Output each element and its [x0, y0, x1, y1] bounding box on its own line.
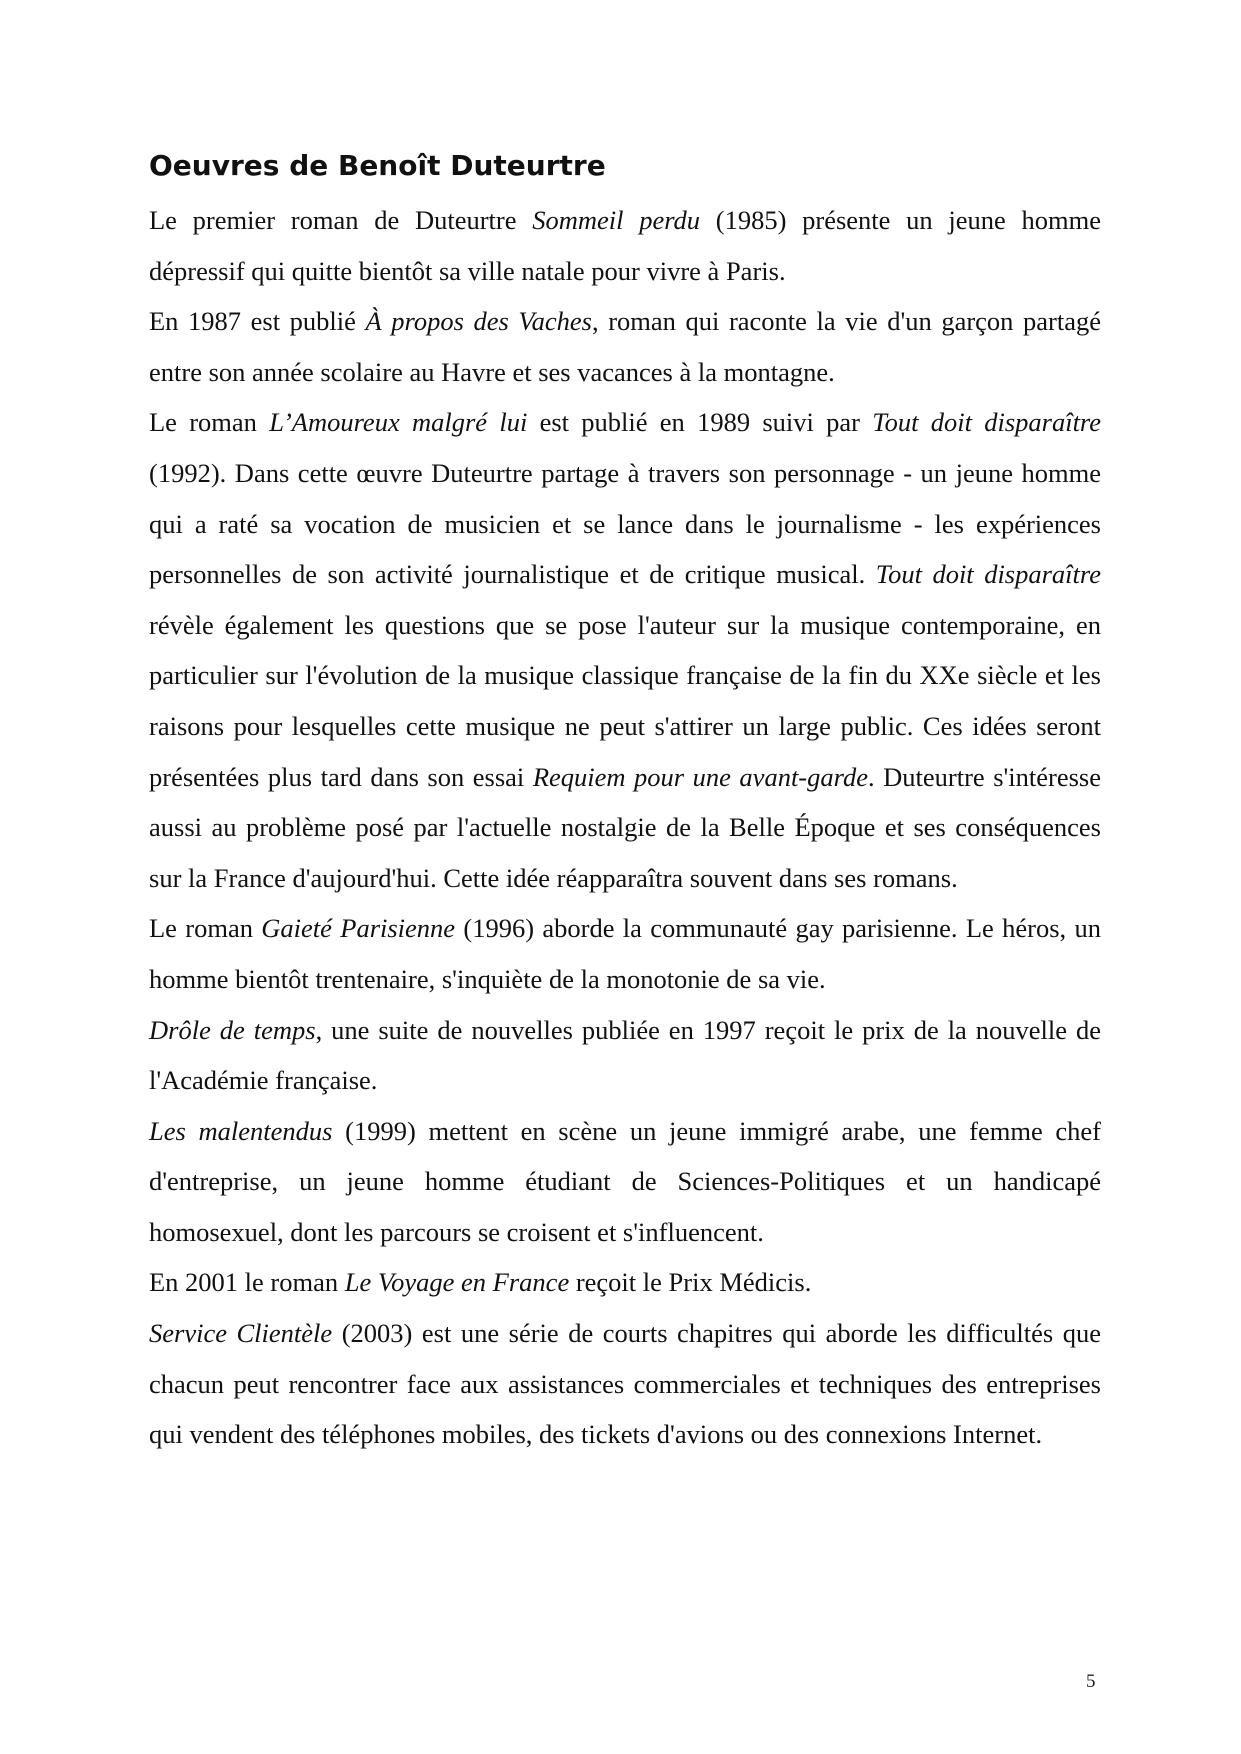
- text-run: En 1987 est publié: [149, 306, 366, 337]
- text-run: est publié en 1989 suivi par: [527, 407, 873, 438]
- book-title: Service Clientèle: [149, 1318, 333, 1349]
- paragraph-a-propos-des-vaches: [149, 296, 1101, 397]
- text-run: Le premier roman de Duteurtre: [149, 205, 533, 235]
- book-title: Requiem pour une avant-garde: [532, 761, 868, 792]
- text-run: révèle également les questions que se pose l'auteur sur la musique contemporaine, en particulier sur l'évolution de la musique classique française de la fin du XXe siècle et les raisons pour lesquelles cette musique ne peut s'attirer un large public. Ces idées seront présentées plus tard dans son essai: [149, 609, 1101, 792]
- paragraph-sommeil-perdu: [149, 195, 1101, 296]
- paragraph-drole-de-temps: [149, 1005, 1101, 1106]
- text-run: (1996) aborde la communauté gay parisienne. Le héros, un homme bientôt trentenaire, s'inquiète de la monotonie de sa vie.: [149, 913, 1101, 994]
- section-heading: Oeuvres de Benoît Duteurtre: [149, 149, 606, 182]
- book-title: Sommeil perdu: [532, 205, 701, 235]
- book-title: Gaieté Parisienne: [261, 913, 456, 944]
- book-title: Tout doit disparaître: [875, 559, 1101, 590]
- page-number: 5: [1086, 1671, 1096, 1692]
- book-title: L’Amoureux malgré lui: [269, 407, 528, 438]
- text-run: , roman qui raconte la vie d'un garçon partagé entre son année scolaire au Havre et ses vacances à la montagne.: [149, 306, 1101, 387]
- book-title: À propos des Vaches: [365, 306, 592, 337]
- text-run: (2003) est une série de courts chapitres qui aborde les difficultés que chacun peut rencontrer face aux assistances commerciales et techniques des entreprises qui vendent des téléphones mobiles, des tickets d'avions ou des connexions Internet.: [149, 1318, 1101, 1450]
- text-run: . Duteurtre s'intéresse aussi au problème posé par l'actuelle nostalgie de la Belle Époque et ses conséquences sur la France d'aujourd'hui. Cette idée réapparaîtra souvent dans ses romans.: [149, 761, 1102, 893]
- text-run: (1992). Dans cette œuvre Duteurtre partage à travers son personnage - un jeune homme qui a raté sa vocation de musicien et se lance dans le journalisme - les expériences personnelles de son activité journalistique et de critique musical.: [149, 457, 1101, 590]
- book-title: Les malentendus: [149, 1115, 333, 1146]
- body-text: [149, 195, 1101, 1460]
- paragraph-voyage-en-france: [149, 1257, 1101, 1308]
- paragraph-les-malentendus: [149, 1106, 1101, 1258]
- book-title: Drôle de temps: [149, 1014, 316, 1045]
- text-run: En 2001 le roman: [149, 1267, 345, 1298]
- paragraph-amoureux-malgre-lui: [149, 397, 1101, 903]
- text-run: , une suite de nouvelles publiée en 1997 reçoit le prix de la nouvelle de l'Académie française.: [149, 1014, 1101, 1096]
- paragraph-service-clientele: [149, 1308, 1101, 1460]
- text-run: (1999) mettent en scène un jeune immigré arabe, une femme chef d'entreprise, un jeune homme étudiant de Sciences-Politiques et un handicapé homosexuel, dont les parcours se croisent et s'influencent.: [149, 1115, 1102, 1247]
- text-run: reçoit le Prix Médicis.: [569, 1267, 812, 1298]
- text-run: Le roman: [149, 407, 270, 438]
- book-title: Tout doit disparaître: [872, 407, 1102, 438]
- paragraph-gaiete-parisienne: [149, 903, 1101, 1004]
- book-title: Le Voyage en France: [344, 1267, 570, 1298]
- text-run: (1985) présente un jeune homme dépressif qui quitte bientôt sa ville natale pour vivre à Paris.: [149, 205, 1101, 286]
- text-run: Le roman: [149, 913, 262, 944]
